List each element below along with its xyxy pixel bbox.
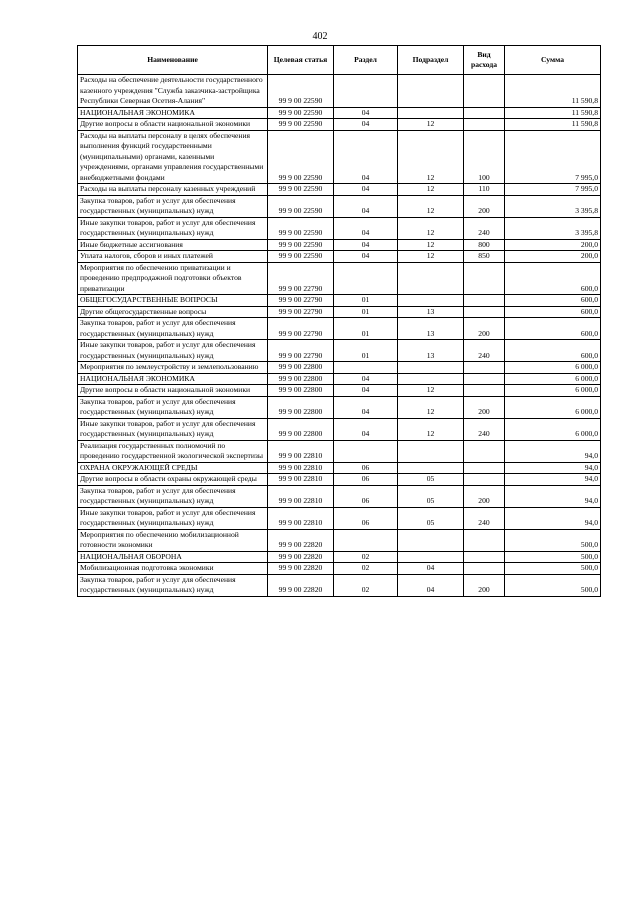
table-row [78, 251, 601, 263]
row-target-cell: 99 9 00 22590 [268, 107, 334, 119]
row-expense-type-cell [464, 551, 505, 563]
row-section-cell: 06 [334, 462, 398, 474]
table-row [78, 75, 601, 108]
row-name-cell: Мероприятия по обеспечению мобилизационной готовности экономики [78, 529, 268, 551]
row-subsection-cell: 12 [398, 239, 464, 251]
row-section-cell: 04 [334, 130, 398, 184]
row-name-cell: Иные закупки товаров, работ и услуг для обеспечения государственных (муниципальных) нужд [78, 507, 268, 529]
table-row [78, 563, 601, 575]
row-amount-cell: 11 590,8 [505, 119, 601, 131]
row-expense-type-cell: 200 [464, 195, 505, 217]
row-subsection-cell: 12 [398, 396, 464, 418]
row-expense-type-cell: 240 [464, 340, 505, 362]
row-section-cell: 04 [334, 373, 398, 385]
row-amount-cell: 200,0 [505, 239, 601, 251]
row-section-cell: 04 [334, 195, 398, 217]
row-expense-type-cell [464, 529, 505, 551]
row-name-cell: Закупка товаров, работ и услуг для обеспечения государственных (муниципальных) нужд [78, 195, 268, 217]
row-target-cell: 99 9 00 22810 [268, 462, 334, 474]
row-subsection-cell: 13 [398, 318, 464, 340]
row-expense-type-cell: 110 [464, 184, 505, 196]
row-expense-type-cell [464, 440, 505, 462]
row-amount-cell: 600,0 [505, 340, 601, 362]
row-name-cell: Другие вопросы в области национальной экономики [78, 119, 268, 131]
row-target-cell: 99 9 00 22790 [268, 340, 334, 362]
row-name-cell: ОХРАНА ОКРУЖАЮЩЕЙ СРЕДЫ [78, 462, 268, 474]
row-amount-cell: 600,0 [505, 318, 601, 340]
table-row [78, 574, 601, 596]
row-subsection-cell [398, 262, 464, 295]
row-section-cell: 02 [334, 574, 398, 596]
row-name-cell: НАЦИОНАЛЬНАЯ ЭКОНОМИКА [78, 107, 268, 119]
row-target-cell: 99 9 00 22800 [268, 373, 334, 385]
row-amount-cell: 6 000,0 [505, 373, 601, 385]
row-name-cell: НАЦИОНАЛЬНАЯ ЭКОНОМИКА [78, 373, 268, 385]
row-name-cell: Расходы на обеспечение деятельности государственного казенного учреждения "Служба заказчика-застройщика Республики Северная Осетия-Алания" [78, 75, 268, 108]
row-subsection-cell: 12 [398, 184, 464, 196]
row-subsection-cell [398, 373, 464, 385]
row-section-cell: 04 [334, 239, 398, 251]
row-subsection-cell [398, 440, 464, 462]
row-expense-type-cell: 100 [464, 130, 505, 184]
row-amount-cell: 3 395,8 [505, 217, 601, 239]
row-subsection-cell: 04 [398, 563, 464, 575]
row-expense-type-cell [464, 563, 505, 575]
row-target-cell: 99 9 00 22590 [268, 195, 334, 217]
row-amount-cell: 6 000,0 [505, 418, 601, 440]
row-amount-cell: 94,0 [505, 485, 601, 507]
row-section-cell: 06 [334, 485, 398, 507]
row-name-cell: Иные закупки товаров, работ и услуг для обеспечения государственных (муниципальных) нужд [78, 340, 268, 362]
row-target-cell: 99 9 00 22810 [268, 474, 334, 486]
table-row [78, 318, 601, 340]
row-name-cell: Закупка товаров, работ и услуг для обеспечения государственных (муниципальных) нужд [78, 318, 268, 340]
table-row [78, 462, 601, 474]
row-section-cell [334, 440, 398, 462]
row-expense-type-cell: 850 [464, 251, 505, 263]
row-name-cell: Мобилизационная подготовка экономики [78, 563, 268, 575]
table-row [78, 385, 601, 397]
row-name-cell: Мероприятия по обеспечению приватизации и проведению предпродажной подготовки объектов приватизации [78, 262, 268, 295]
table-row [78, 119, 601, 131]
row-name-cell: Другие вопросы в области национальной экономики [78, 385, 268, 397]
row-target-cell: 99 9 00 22590 [268, 75, 334, 108]
row-section-cell [334, 362, 398, 374]
row-section-cell: 01 [334, 318, 398, 340]
row-name-cell: Другие общегосударственные вопросы [78, 306, 268, 318]
row-expense-type-cell [464, 474, 505, 486]
row-subsection-cell: 12 [398, 385, 464, 397]
table-row [78, 217, 601, 239]
row-expense-type-cell [464, 107, 505, 119]
row-amount-cell: 94,0 [505, 507, 601, 529]
row-section-cell: 04 [334, 119, 398, 131]
row-subsection-cell: 13 [398, 306, 464, 318]
table-row [78, 529, 601, 551]
table-row [78, 184, 601, 196]
row-target-cell: 99 9 00 22590 [268, 251, 334, 263]
row-expense-type-cell [464, 462, 505, 474]
row-expense-type-cell: 200 [464, 485, 505, 507]
row-amount-cell: 7 995,0 [505, 130, 601, 184]
table-row [78, 130, 601, 184]
table-row [78, 107, 601, 119]
row-amount-cell: 94,0 [505, 440, 601, 462]
row-section-cell: 02 [334, 551, 398, 563]
row-expense-type-cell: 200 [464, 574, 505, 596]
row-amount-cell: 600,0 [505, 306, 601, 318]
row-target-cell: 99 9 00 22800 [268, 385, 334, 397]
table-row [78, 485, 601, 507]
row-section-cell [334, 529, 398, 551]
row-subsection-cell: 12 [398, 130, 464, 184]
budget-table [77, 45, 601, 597]
row-subsection-cell [398, 551, 464, 563]
row-name-cell: ОБЩЕГОСУДАРСТВЕННЫЕ ВОПРОСЫ [78, 295, 268, 307]
row-expense-type-cell: 200 [464, 318, 505, 340]
row-name-cell: Закупка товаров, работ и услуг для обеспечения государственных (муниципальных) нужд [78, 396, 268, 418]
table-row [78, 195, 601, 217]
table-row [78, 262, 601, 295]
table-row [78, 396, 601, 418]
row-section-cell [334, 75, 398, 108]
row-name-cell: НАЦИОНАЛЬНАЯ ОБОРОНА [78, 551, 268, 563]
table-row [78, 239, 601, 251]
page-number: 402 [312, 31, 328, 42]
row-name-cell: Расходы на выплаты персоналу казенных учреждений [78, 184, 268, 196]
row-target-cell: 99 9 00 22820 [268, 563, 334, 575]
table-row [78, 440, 601, 462]
row-subsection-cell: 12 [398, 217, 464, 239]
row-amount-cell: 600,0 [505, 295, 601, 307]
row-subsection-cell: 05 [398, 485, 464, 507]
row-target-cell: 99 9 00 22790 [268, 306, 334, 318]
row-expense-type-cell [464, 262, 505, 295]
row-target-cell: 99 9 00 22810 [268, 440, 334, 462]
table-row [78, 474, 601, 486]
row-name-cell: Закупка товаров, работ и услуг для обеспечения государственных (муниципальных) нужд [78, 485, 268, 507]
row-subsection-cell: 12 [398, 119, 464, 131]
row-target-cell: 99 9 00 22590 [268, 217, 334, 239]
row-section-cell: 04 [334, 184, 398, 196]
table-row [78, 418, 601, 440]
row-target-cell: 99 9 00 22590 [268, 119, 334, 131]
row-section-cell: 01 [334, 340, 398, 362]
row-section-cell: 06 [334, 474, 398, 486]
row-target-cell: 99 9 00 22590 [268, 239, 334, 251]
row-subsection-cell: 12 [398, 418, 464, 440]
row-amount-cell: 6 000,0 [505, 362, 601, 374]
row-section-cell: 06 [334, 507, 398, 529]
row-expense-type-cell [464, 119, 505, 131]
row-expense-type-cell [464, 362, 505, 374]
table-body [78, 75, 601, 597]
row-subsection-cell [398, 362, 464, 374]
row-amount-cell: 11 590,8 [505, 107, 601, 119]
row-name-cell: Иные бюджетные ассигнования [78, 239, 268, 251]
header-target: Целевая статья [268, 46, 334, 75]
row-section-cell: 02 [334, 563, 398, 575]
row-section-cell: 01 [334, 295, 398, 307]
row-target-cell: 99 9 00 22820 [268, 529, 334, 551]
row-expense-type-cell [464, 373, 505, 385]
row-subsection-cell [398, 529, 464, 551]
row-expense-type-cell: 240 [464, 418, 505, 440]
row-amount-cell: 600,0 [505, 262, 601, 295]
row-name-cell: Мероприятия по землеустройству и землепользованию [78, 362, 268, 374]
row-subsection-cell: 13 [398, 340, 464, 362]
row-amount-cell: 3 395,8 [505, 195, 601, 217]
row-subsection-cell: 05 [398, 507, 464, 529]
row-name-cell: Закупка товаров, работ и услуг для обеспечения государственных (муниципальных) нужд [78, 574, 268, 596]
row-section-cell [334, 262, 398, 295]
row-amount-cell: 94,0 [505, 462, 601, 474]
row-target-cell: 99 9 00 22810 [268, 507, 334, 529]
row-expense-type-cell [464, 75, 505, 108]
row-subsection-cell: 12 [398, 251, 464, 263]
row-expense-type-cell: 240 [464, 217, 505, 239]
row-target-cell: 99 9 00 22820 [268, 574, 334, 596]
row-target-cell: 99 9 00 22800 [268, 362, 334, 374]
row-name-cell: Иные закупки товаров, работ и услуг для обеспечения государственных (муниципальных) нужд [78, 418, 268, 440]
row-amount-cell: 7 995,0 [505, 184, 601, 196]
header-amount: Сумма [505, 46, 601, 75]
row-amount-cell: 500,0 [505, 551, 601, 563]
row-target-cell: 99 9 00 22810 [268, 485, 334, 507]
row-target-cell: 99 9 00 22790 [268, 295, 334, 307]
row-section-cell: 04 [334, 251, 398, 263]
row-amount-cell: 500,0 [505, 529, 601, 551]
table-header-row [78, 46, 601, 75]
table-row [78, 362, 601, 374]
table-row [78, 551, 601, 563]
row-target-cell: 99 9 00 22590 [268, 130, 334, 184]
row-subsection-cell [398, 75, 464, 108]
row-section-cell: 04 [334, 418, 398, 440]
row-section-cell: 04 [334, 107, 398, 119]
header-section: Раздел [334, 46, 398, 75]
table-row [78, 295, 601, 307]
header-expense-type: Вид расхода [464, 46, 505, 75]
row-subsection-cell: 04 [398, 574, 464, 596]
row-amount-cell: 200,0 [505, 251, 601, 263]
row-expense-type-cell: 240 [464, 507, 505, 529]
row-subsection-cell: 05 [398, 474, 464, 486]
row-amount-cell: 6 000,0 [505, 385, 601, 397]
header-subsection: Подраздел [398, 46, 464, 75]
table-row [78, 340, 601, 362]
row-section-cell: 04 [334, 217, 398, 239]
row-target-cell: 99 9 00 22790 [268, 262, 334, 295]
row-target-cell: 99 9 00 22800 [268, 418, 334, 440]
row-expense-type-cell [464, 385, 505, 397]
row-section-cell: 04 [334, 396, 398, 418]
row-amount-cell: 500,0 [505, 574, 601, 596]
row-target-cell: 99 9 00 22790 [268, 318, 334, 340]
row-amount-cell: 94,0 [505, 474, 601, 486]
row-expense-type-cell: 200 [464, 396, 505, 418]
row-subsection-cell [398, 107, 464, 119]
row-name-cell: Расходы на выплаты персоналу в целях обеспечения выполнения функций государственными (муниципальными) органами, казенными учреждениями, органами управления государственными внебюджетными фондами [78, 130, 268, 184]
row-section-cell: 01 [334, 306, 398, 318]
row-subsection-cell [398, 462, 464, 474]
row-name-cell: Другие вопросы в области охраны окружающей среды [78, 474, 268, 486]
row-target-cell: 99 9 00 22820 [268, 551, 334, 563]
row-amount-cell: 6 000,0 [505, 396, 601, 418]
table-row [78, 306, 601, 318]
row-subsection-cell: 12 [398, 195, 464, 217]
row-expense-type-cell [464, 306, 505, 318]
table-row [78, 373, 601, 385]
row-expense-type-cell [464, 295, 505, 307]
row-name-cell: Уплата налогов, сборов и иных платежей [78, 251, 268, 263]
row-name-cell: Иные закупки товаров, работ и услуг для обеспечения государственных (муниципальных) нужд [78, 217, 268, 239]
row-target-cell: 99 9 00 22800 [268, 396, 334, 418]
table-row [78, 507, 601, 529]
header-name: Наименование [78, 46, 268, 75]
row-subsection-cell [398, 295, 464, 307]
row-amount-cell: 11 590,8 [505, 75, 601, 108]
row-name-cell: Реализация государственных полномочий по проведению государственной экологической экспертизы [78, 440, 268, 462]
row-expense-type-cell: 800 [464, 239, 505, 251]
row-amount-cell: 500,0 [505, 563, 601, 575]
row-section-cell: 04 [334, 385, 398, 397]
row-target-cell: 99 9 00 22590 [268, 184, 334, 196]
